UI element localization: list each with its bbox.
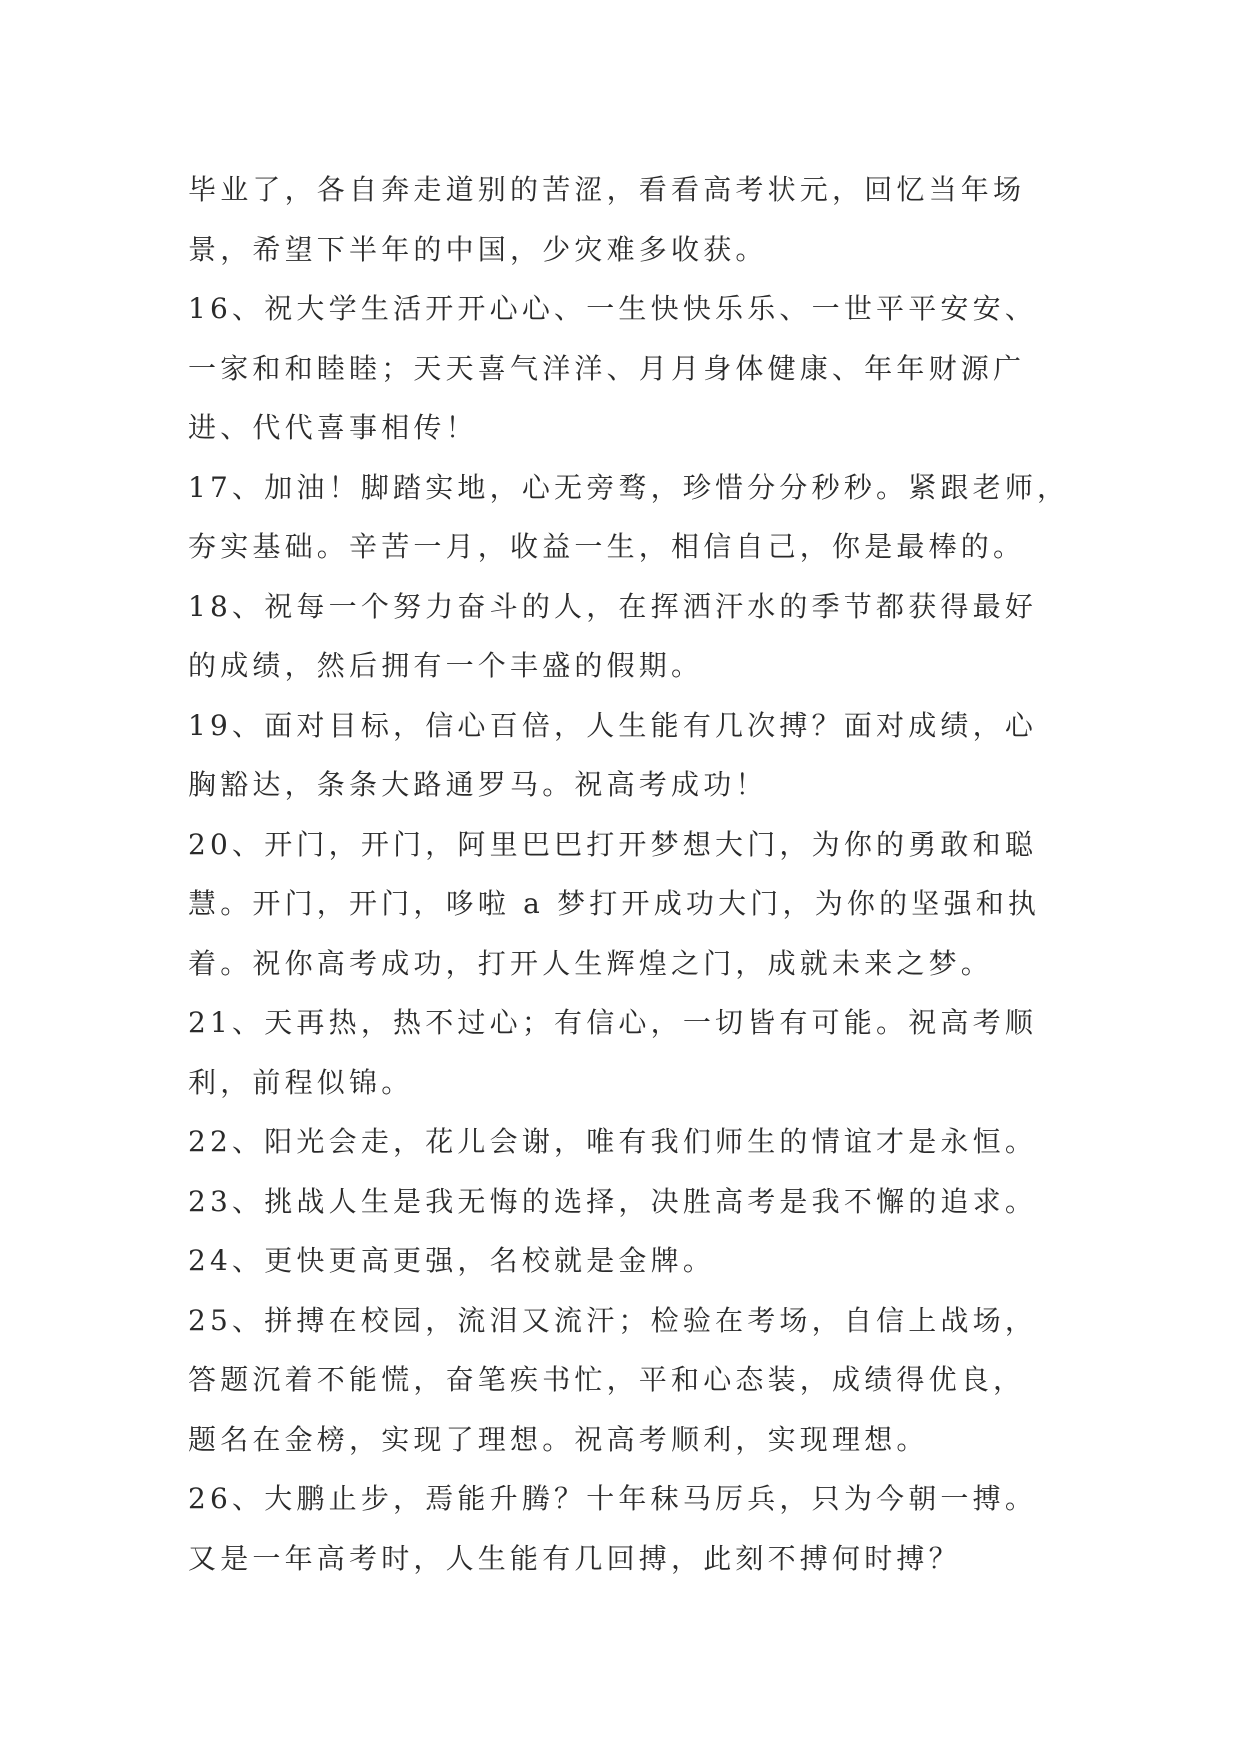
text-line: 25、拼搏在校园，流泪又流汗；检验在考场，自信上战场，	[188, 1303, 1038, 1337]
document-body	[188, 160, 1088, 1588]
text-line: 的成绩，然后拥有一个丰盛的假期。	[188, 649, 704, 682]
text-line: 17、加油！脚踏实地，心无旁骛，珍惜分分秒秒。紧跟老师，	[188, 470, 1070, 504]
text-line: 景，希望下半年的中国，少灾难多收获。	[188, 232, 768, 266]
text-line: 利，前程似锦。	[188, 1065, 414, 1099]
text-line: 18、祝每一个努力奋斗的人，在挥洒汗水的季节都获得最好	[188, 589, 1038, 623]
text-line: 一家和和睦睦；天天喜气洋洋、月月身体健康、年年财源广	[188, 351, 1026, 385]
text-line: 毕业了，各自奔走道别的苦涩，看看高考状元，回忆当年场	[188, 173, 1026, 206]
text-line: 慧。开门，开门，哆啦 a 梦打开成功大门，为你的坚强和执	[188, 887, 1041, 920]
text-line: 着。祝你高考成功，打开人生辉煌之门，成就未来之梦。	[188, 946, 994, 980]
text-line: 夯实基础。辛苦一月，收益一生，相信自己，你是最棒的。	[188, 530, 1026, 563]
text-line: 26、大鹏止步，焉能升腾？十年秣马厉兵，只为今朝一搏。	[188, 1482, 1038, 1515]
text-line: 题名在金榜，实现了理想。祝高考顺利，实现理想。	[188, 1422, 929, 1456]
text-line: 又是一年高考时，人生能有几回搏，此刻不搏何时搏？	[188, 1541, 961, 1575]
text-line: 19、面对目标，信心百倍，人生能有几次搏？面对成绩，心	[188, 708, 1038, 742]
text-line: 16、祝大学生活开开心心、一生快快乐乐、一世平平安安、	[188, 292, 1038, 325]
text-line: 24、更快更高更强，名校就是金牌。	[188, 1244, 716, 1277]
text-line: 胸豁达，条条大路通罗马。祝高考成功！	[188, 768, 768, 801]
text-line: 22、阳光会走，花儿会谢，唯有我们师生的情谊才是永恒。	[188, 1125, 1038, 1158]
text-line: 答题沉着不能慌，奋笔疾书忙，平和心态装，成绩得优良，	[188, 1363, 1026, 1396]
text-line: 20、开门，开门，阿里巴巴打开梦想大门，为你的勇敢和聪	[188, 827, 1038, 861]
text-line: 21、天再热，热不过心；有信心，一切皆有可能。祝高考顺	[188, 1006, 1038, 1039]
text-line: 23、挑战人生是我无悔的选择，决胜高考是我不懈的追求。	[188, 1184, 1038, 1218]
text-line: 进、代代喜事相传！	[188, 411, 478, 444]
